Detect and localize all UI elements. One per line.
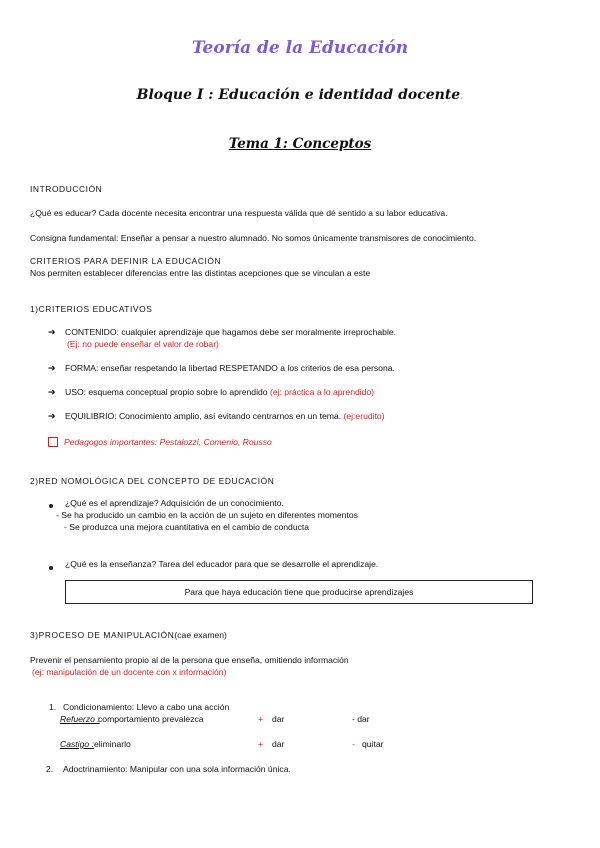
tema-text: Tema 1: Conceptos	[228, 136, 372, 152]
criterio-equilibrio-note: (ej:erudito)	[343, 411, 385, 421]
aprendizaje-sub1: - Se ha producido un cambio en la acción de un sujeto en diferentes momentos	[56, 510, 358, 520]
highlight-box	[65, 580, 533, 604]
plus-sign: +	[258, 739, 264, 749]
castigo-text: eliminarlo	[94, 739, 131, 749]
criterios-text: Nos permiten establecer diferencias entre las distintas acepciones que se vinculan a este	[30, 268, 371, 278]
criterio-contenido: CONTENIDO: cualquier aprendizaje que hagamos debe ser moralmente irreprochable.	[65, 327, 397, 337]
plus-sign: +	[258, 714, 264, 724]
bloque-dot: .	[460, 92, 464, 102]
document-title: Teoría de la Educación	[191, 38, 409, 58]
section3-heading	[30, 630, 227, 640]
criterios-heading: CRITERIOS PARA DEFINIR LA EDUCACIÓN	[30, 256, 222, 266]
refuerzo-dar: dar	[272, 714, 285, 724]
arrow-icon: ➔	[48, 327, 56, 337]
aprendizaje-text: ¿Qué es el aprendizaje? Adquisición de un conocimiento.	[65, 498, 284, 508]
list-number: 2.	[46, 764, 54, 774]
criterio-equilibrio-text: EQUILIBRIO: Conocimiento amplio, así evitando centrarnos en un tema.	[65, 411, 342, 421]
section2-heading: 2)RED NOMOLÓGICA DEL CONCEPTO DE EDUCACIÓN	[30, 476, 275, 486]
intro-consigna: Consigna fundamental: Enseñar a pensar a nuestro alumnado. No somos únicamente transmisores de conocimiento.	[30, 233, 477, 243]
section3-heading-suffix: (cae examen)	[174, 630, 227, 640]
castigo-quitar: quitar	[362, 739, 384, 749]
section3-heading-text: 3)PROCESO DE MANIPULACIÓN	[30, 630, 175, 640]
pedagogos-text: Pedagogos importantes: Pestalozzi, Comenio, Rousso	[64, 437, 272, 447]
bullet-icon	[49, 500, 53, 510]
refuerzo-text: comportamiento prevalezca	[98, 714, 204, 724]
criterio-uso-text: USO: esquema conceptual propio sobre lo aprendido	[65, 387, 268, 397]
tema-heading	[0, 136, 600, 152]
refuerzo-label: Refuerzo :	[60, 714, 100, 724]
criterio-equilibrio	[65, 411, 385, 421]
list-number: 1.	[49, 702, 57, 712]
arrow-icon: ➔	[48, 411, 56, 421]
bullet-icon	[49, 562, 53, 572]
highlight-box-text: Para que haya educación tiene que producirse aprendizajes	[184, 587, 414, 597]
criterio-contenido-note: (Ej: no puede enseñar el valor de robar)	[67, 339, 219, 349]
minus-sign: -	[352, 739, 355, 749]
arrow-icon: ➔	[48, 387, 56, 397]
refuerzo-minus-dar: - dar	[352, 714, 370, 724]
section3-text: Prevenir el pensamiento propio al de la persona que enseña, omitiendo información	[30, 655, 349, 665]
arrow-icon: ➔	[48, 363, 56, 373]
checkbox-icon	[48, 437, 58, 449]
criterio-forma: FORMA: enseñar respetando la libertad RESPETANDO a los criterios de esa persona.	[65, 363, 395, 373]
condicionamiento-text: Condicionamiento: Llevo a cabo una acción	[63, 702, 230, 712]
castigo-label: Castigo :	[60, 739, 94, 749]
criterio-uso-note: (ej: práctica a lo aprendido)	[269, 387, 375, 397]
criterio-uso	[65, 387, 374, 397]
bloque-text: Bloque I : Educación e identidad docente	[136, 87, 461, 103]
intro-question: ¿Qué es educar? Cada docente necesita encontrar una respuesta válida que dé sentido a su labor educativa.	[30, 208, 448, 218]
aprendizaje-sub2: - Se produzca una mejora cuantitativa en el cambio de conducta	[64, 522, 310, 532]
intro-heading: INTRODUCCIÓN	[30, 184, 103, 194]
bloque-heading	[0, 87, 600, 103]
section3-example: (ej: manipulación de un docente con x información)	[32, 667, 227, 677]
castigo-dar: dar	[272, 739, 285, 749]
ensenanza-text: ¿Qué es la enseñanza? Tarea del educador para que se desarrolle el aprendizaje.	[65, 559, 379, 569]
section1-heading: 1)CRITERIOS EDUCATIVOS	[30, 304, 153, 314]
adoctrinamiento-text: Adoctrinamiento: Manipular con una sola información única.	[63, 764, 291, 774]
